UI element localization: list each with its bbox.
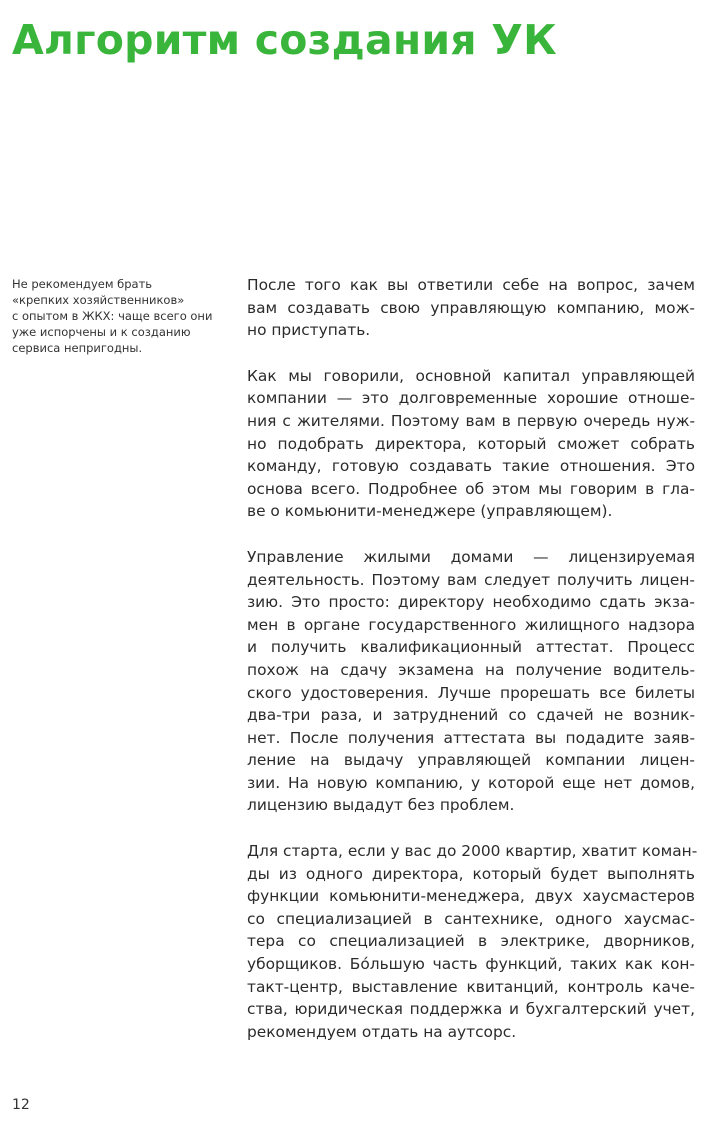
text-line: ства, юридическая поддержка и бухгалтерский учет, — [247, 1000, 695, 1019]
side-note-line: «крепких хозяйственников» — [12, 293, 185, 307]
text-line: Для старта, если у вас до 2000 квартир, хватит коман- — [247, 842, 698, 861]
text-line: основа всего. Подробнее об этом мы говорим в гла- — [247, 479, 695, 498]
side-note — [12, 276, 227, 356]
paragraph-capital — [247, 365, 695, 523]
text-line: тера со специализацией в электрике, дворников, — [247, 932, 695, 951]
text-line: мен в органе государственного жилищного надзора — [247, 615, 695, 634]
text-line: нет. После получения аттестата вы подадите заяв- — [247, 728, 695, 747]
paragraph-team — [247, 840, 698, 1043]
page-title: Алгоритм создания УК — [12, 16, 557, 64]
text-line: зию. Это просто: директору необходимо сдать экза- — [247, 593, 695, 612]
text-line: лицензию выдадут без проблем. — [247, 796, 515, 815]
text-line: ского удостоверения. Лучше прорешать все билеты — [247, 683, 695, 702]
main-text — [247, 274, 698, 1066]
text-line: Управление жилыми домами — лицензируемая — [247, 547, 695, 566]
text-line: функции комьюнити-менеджера, двух хаусмастеров — [247, 887, 695, 906]
text-line: рекомендуем отдать на аутсорс. — [247, 1022, 517, 1041]
text-line: ве о комьюнити-менеджере (управляющем). — [247, 502, 613, 521]
text-line: ния с жителями. Поэтому вам в первую очередь нуж- — [247, 411, 695, 430]
side-note-line: Не рекомендуем брать — [12, 277, 153, 291]
text-line: команду, готовую создавать такие отношения. Это — [247, 457, 695, 476]
text-line: Как мы говорили, основной капитал управляющей — [247, 366, 695, 385]
side-note-line: сервиса непригодны. — [12, 341, 143, 355]
text-line: После того как вы ответили себе на вопрос, зачем — [247, 276, 695, 294]
text-line: и получить квалификационный аттестат. Процесс — [247, 638, 695, 657]
text-line: со специализацией в сантехнике, одного хаусмас- — [247, 909, 695, 928]
text-line: ление на выдачу управляющей компании лицен- — [247, 751, 695, 770]
text-line: похож на сдачу экзамена на получение водитель- — [247, 660, 695, 679]
paragraph-intro — [247, 274, 695, 342]
text-line: компании — это долговременные хорошие отноше- — [247, 389, 695, 408]
text-line: такт-центр, выставление квитанций, контроль каче- — [247, 977, 695, 996]
text-line: ды из одного директора, который будет выполнять — [247, 864, 695, 883]
text-line: деятельность. Поэтому вам следует получить лицен- — [247, 570, 695, 589]
text-line: уборщиков. Бóльшую часть функций, таких как кон- — [247, 955, 695, 974]
page-number: 12 — [12, 1097, 30, 1113]
text-line: два-три раза, и затруднений со сдачей не возник- — [247, 706, 695, 725]
text-line: но подобрать директора, который сможет собрать — [247, 434, 695, 453]
text-line: но приступать. — [247, 321, 371, 340]
side-note-line: с опытом в ЖКХ: чаще всего они — [12, 309, 213, 323]
side-note-line: уже испорчены и к созданию — [12, 325, 191, 339]
paragraph-license — [247, 546, 695, 817]
text-line: вам создавать свою управляющую компанию, мож- — [247, 298, 695, 317]
text-line: зии. На новую компанию, у которой еще нет домов, — [247, 773, 695, 792]
